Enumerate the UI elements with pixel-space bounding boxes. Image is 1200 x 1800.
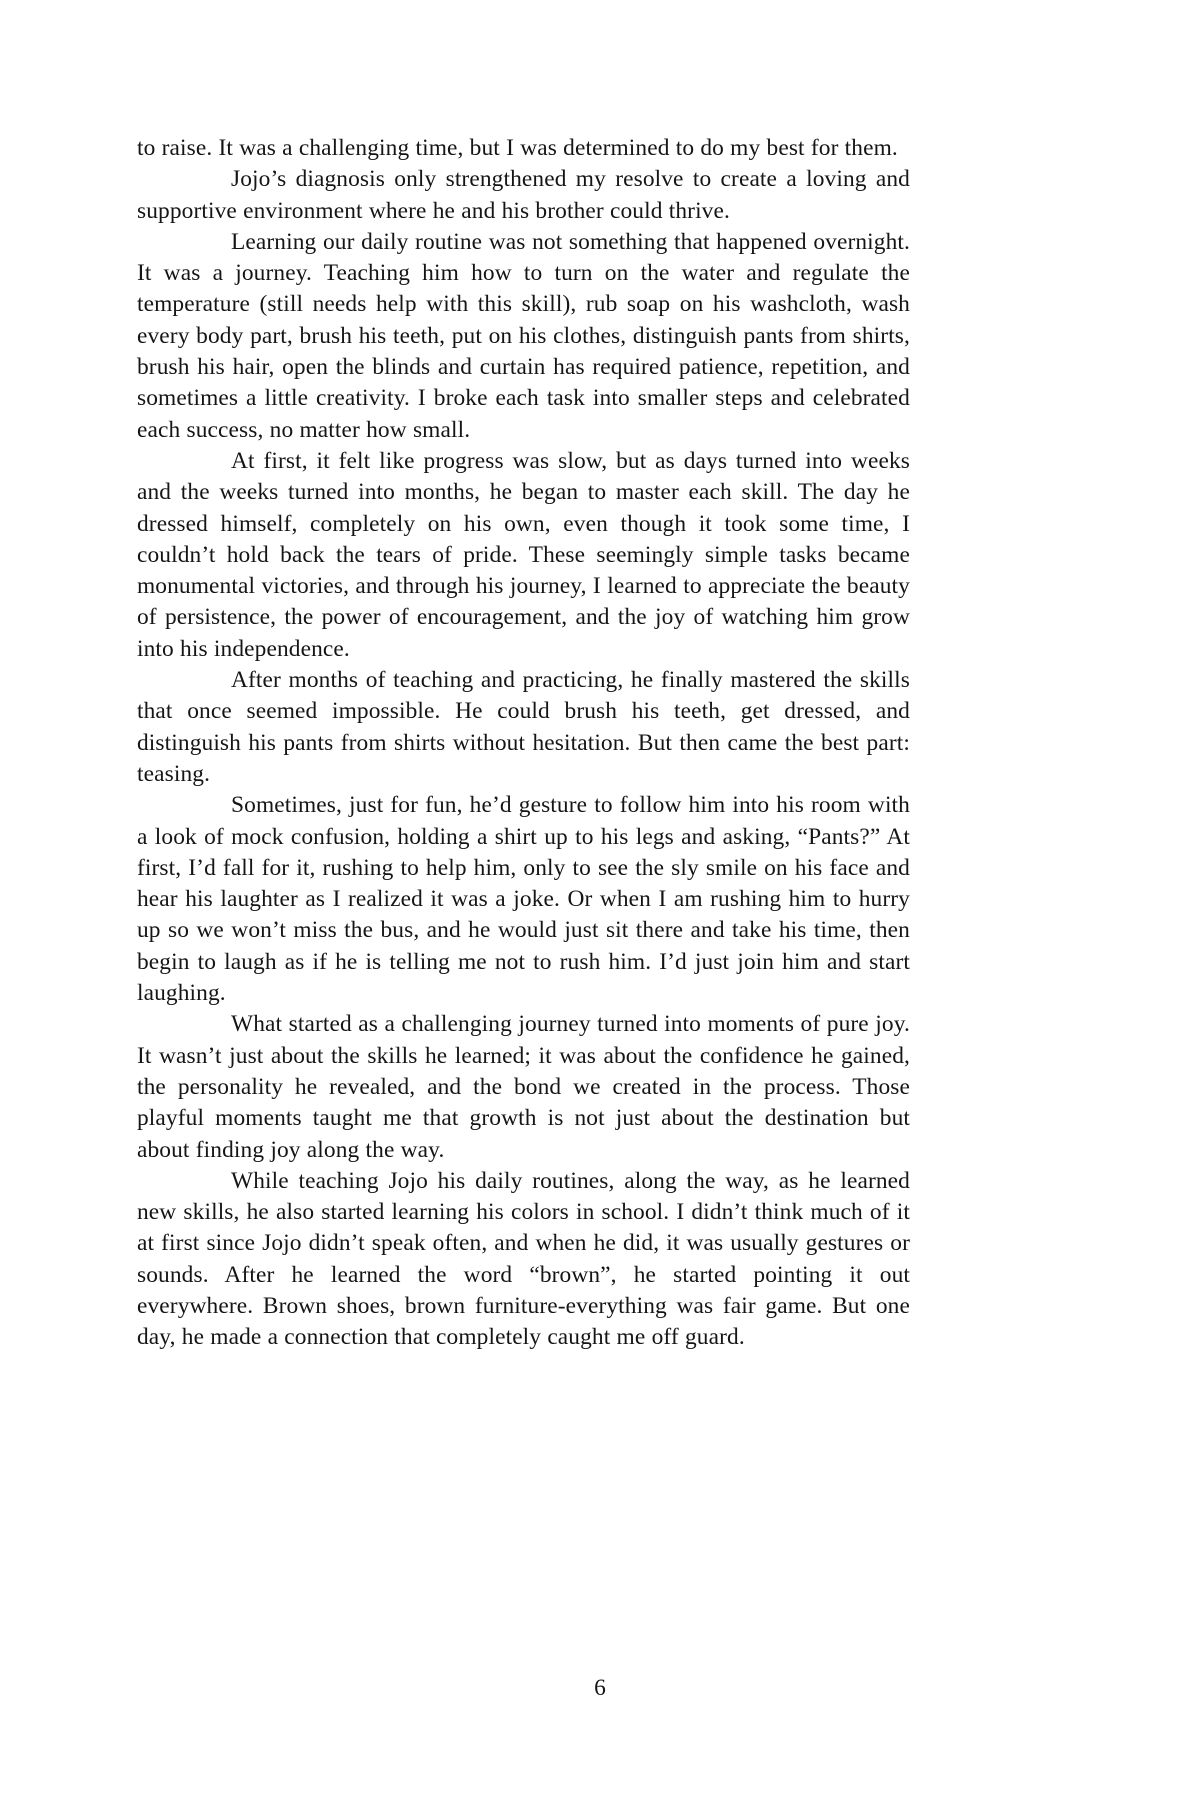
paragraph-3: Learning our daily routine was not something that happened overnight. It was a journey. Teaching him how to turn on the water and regulate the temperature (still needs help with this skill), rub soap on his washcloth, wash every body part, brush his teeth, put on his clothes, distinguish pants from shirts, brush his hair, open the blinds and curtain has required patience, repetition, and sometimes a little creativity. I broke each task into smaller steps and celebrated each success, no matter how small.: [137, 228, 910, 443]
page-body-text: [137, 133, 910, 1354]
paragraph-5: After months of teaching and practicing, he finally mastered the skills that once seemed impossible. He could brush his teeth, get dressed, and distinguish his pants from shirts without hesitation. But then came the best part: teasing.: [137, 667, 910, 787]
paragraph-1: to raise. It was a challenging time, but I was determined to do my best for them.: [137, 135, 898, 161]
paragraph-4: At first, it felt like progress was slow, but as days turned into weeks and the weeks turned into months, he began to master each skill. The day he dressed himself, completely on his own, even though it took some time, I couldn’t hold back the tears of pride. These seemingly simple tasks became monumental victories, and through his journey, I learned to appreciate the beauty of persistence, the power of encouragement, and the joy of watching him grow into his independence.: [137, 447, 910, 662]
paragraph-2: Jojo’s diagnosis only strengthened my resolve to create a loving and supportive environment where he and his brother could thrive.: [137, 166, 910, 224]
paragraph-7: What started as a challenging journey turned into moments of pure joy. It wasn’t just about the skills he learned; it was about the confidence he gained, the personality he revealed, and the bond we created in the process. Those playful moments taught me that growth is not just about the destination but about finding joy along the way.: [137, 1011, 910, 1163]
page-number: 6: [594, 1675, 606, 1701]
paragraph-8: While teaching Jojo his daily routines, along the way, as he learned new skills, he also started learning his colors in school. I didn’t think much of it at first since Jojo didn’t speak often, and when he did, it was usually gestures or sounds. After he learned the word “brown”, he started pointing it out everywhere. Brown shoes, brown furniture-everything was fair game. But one day, he made a connection that completely caught me off guard.: [137, 1167, 910, 1351]
paragraph-6: Sometimes, just for fun, he’d gesture to follow him into his room with a look of mock confusion, holding a shirt up to his legs and asking, “Pants?” At first, I’d fall for it, rushing to help him, only to see the sly smile on his face and hear his laughter as I realized it was a joke. Or when I am rushing him to hurry up so we won’t miss the bus, and he would just sit there and take his time, then begin to laugh as if he is telling me not to rush him. I’d just join him and start laughing.: [137, 792, 910, 1007]
